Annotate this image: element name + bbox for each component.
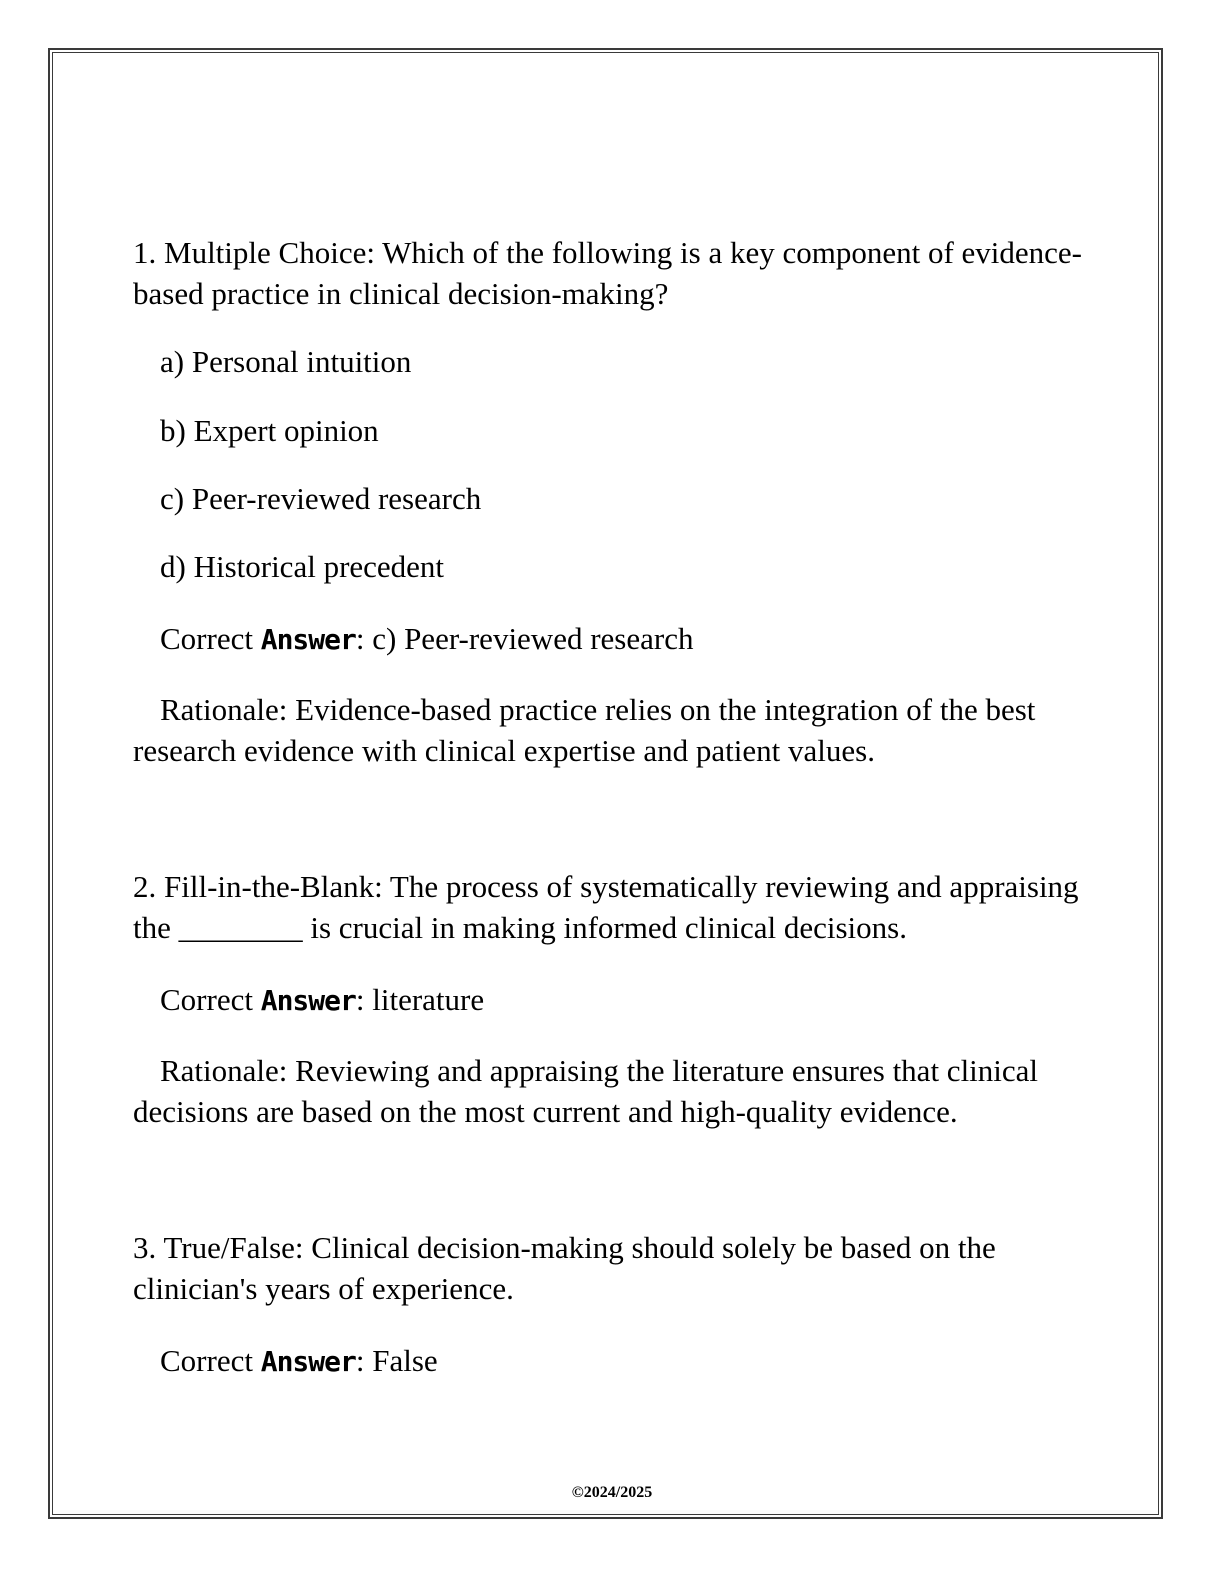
answer-value: : literature (355, 982, 485, 1017)
question-1-rationale: Rationale: Evidence-based practice relies on the integration of the best research evidence with clinical expertise and patient values. (133, 692, 1036, 768)
question-2-answer (133, 979, 1093, 1021)
question-2-prompt: 2. Fill-in-the-Blank: The process of systematically reviewing and appraising the ________ is crucial in making informed clinical decisions. (133, 869, 1079, 945)
question-1-option-c: c) Peer-reviewed research (160, 481, 482, 516)
answer-prefix: Correct (160, 982, 261, 1017)
question-1-prompt: 1. Multiple Choice: Which of the following is a key component of evidence-based practice in clinical decision-making? (133, 235, 1082, 311)
question-3-prompt: 3. True/False: Clinical decision-making should solely be based on the clinician's years of experience. (133, 1230, 996, 1306)
answer-prefix: Correct (160, 1343, 261, 1378)
answer-keyword: Answer (260, 1345, 356, 1378)
question-1-option-a: a) Personal intuition (160, 344, 412, 379)
question-1-option-b: b) Expert opinion (160, 413, 379, 448)
answer-value: : c) Peer-reviewed research (355, 621, 694, 656)
answer-keyword: Answer (260, 984, 356, 1017)
document-body (133, 232, 1093, 1382)
question-1-option-d: d) Historical precedent (160, 549, 445, 584)
answer-prefix: Correct (160, 621, 261, 656)
question-1-answer (133, 618, 1093, 660)
question-2-rationale: Rationale: Reviewing and appraising the literature ensures that clinical decisions are based on the most current and high-quality evidence. (133, 1053, 1039, 1129)
page-footer-copyright: ©2024/2025 (571, 1484, 653, 1501)
answer-keyword: Answer (260, 623, 356, 656)
answer-value: : False (355, 1343, 438, 1378)
question-3-answer (133, 1340, 1093, 1382)
